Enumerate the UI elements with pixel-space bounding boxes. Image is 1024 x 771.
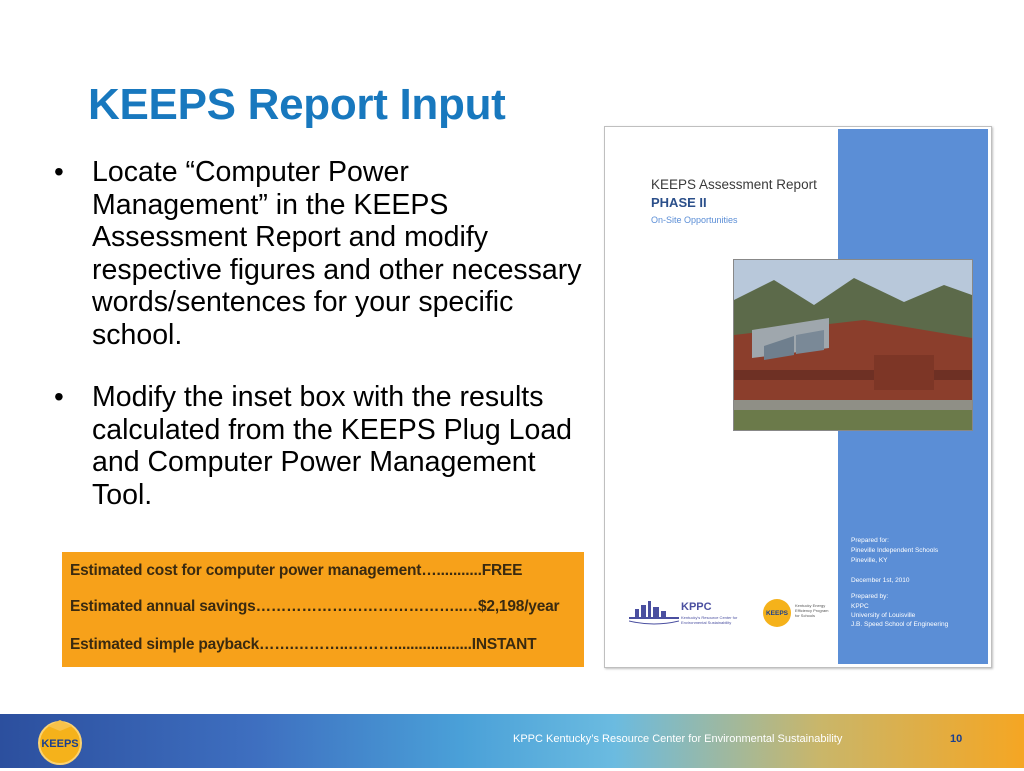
bullet-text: Modify the inset box with the results calculated from the KEEPS Plug Load and Computer Power Management Tool.: [92, 381, 573, 511]
school-building-photo: [733, 259, 973, 431]
keeps-logo-text: KEEPS: [41, 738, 79, 750]
cover-prepared-by-org2: University of Louisville: [851, 612, 916, 619]
inset-cost-line: Estimated cost for computer power management…...........FREE: [70, 562, 523, 579]
kppc-logo-caption: Kentucky's Resource Center for Environmental Sustainability: [681, 615, 738, 625]
keeps-logo-caption: Kentucky Energy Efficiency Program for Schools: [795, 603, 829, 618]
cover-prepared-for-org: Pineville Independent Schools: [851, 547, 939, 554]
inset-payback-line: Estimated simple payback…….………..………...................INSTANT: [70, 636, 537, 653]
cover-logos: [629, 597, 829, 637]
bullet-item: [52, 156, 592, 351]
footer-bar: [0, 714, 1024, 768]
keeps-small-logo: KEEPS: [763, 599, 791, 627]
report-cover-image: [604, 126, 992, 668]
inset-savings-line: Estimated annual savings…………………………………..…$2,198/year: [70, 598, 560, 615]
bullet-marker: •: [54, 381, 64, 412]
cover-phase: PHASE II: [651, 195, 707, 210]
cover-date: December 1st, 2010: [851, 577, 910, 584]
cover-subtitle: On-Site Opportunities: [651, 215, 738, 225]
footer-text: KPPC Kentucky’s Resource Center for Environmental Sustainability: [513, 733, 843, 745]
cover-title: KEEPS Assessment Report: [651, 177, 817, 192]
cover-prepared-for-location: Pineville, KY: [851, 557, 888, 564]
kppc-logo-text: KPPC: [681, 601, 712, 613]
cover-prepared-by-org1: KPPC: [851, 603, 869, 610]
cover-prepared-by-label: Prepared by:: [851, 593, 889, 600]
slide-title: KEEPS Report Input: [88, 80, 506, 129]
bullet-item: [52, 381, 592, 511]
cover-prepared-for-label: Prepared for:: [851, 537, 889, 544]
cover-prepared-by-org3: J.B. Speed School of Engineering: [851, 621, 949, 628]
bullet-text: Locate “Computer Power Management” in the KEEPS Assessment Report and modify respective figures and other necessary words/sentences for your specific school.: [92, 156, 582, 351]
inset-box: [62, 552, 584, 667]
bullet-list: [52, 156, 592, 541]
kppc-skyline-icon: [629, 599, 679, 627]
page-number: 10: [950, 733, 963, 745]
school-building-illustration: [734, 260, 972, 430]
bullet-marker: •: [54, 156, 64, 187]
keeps-logo-icon: [34, 716, 86, 766]
